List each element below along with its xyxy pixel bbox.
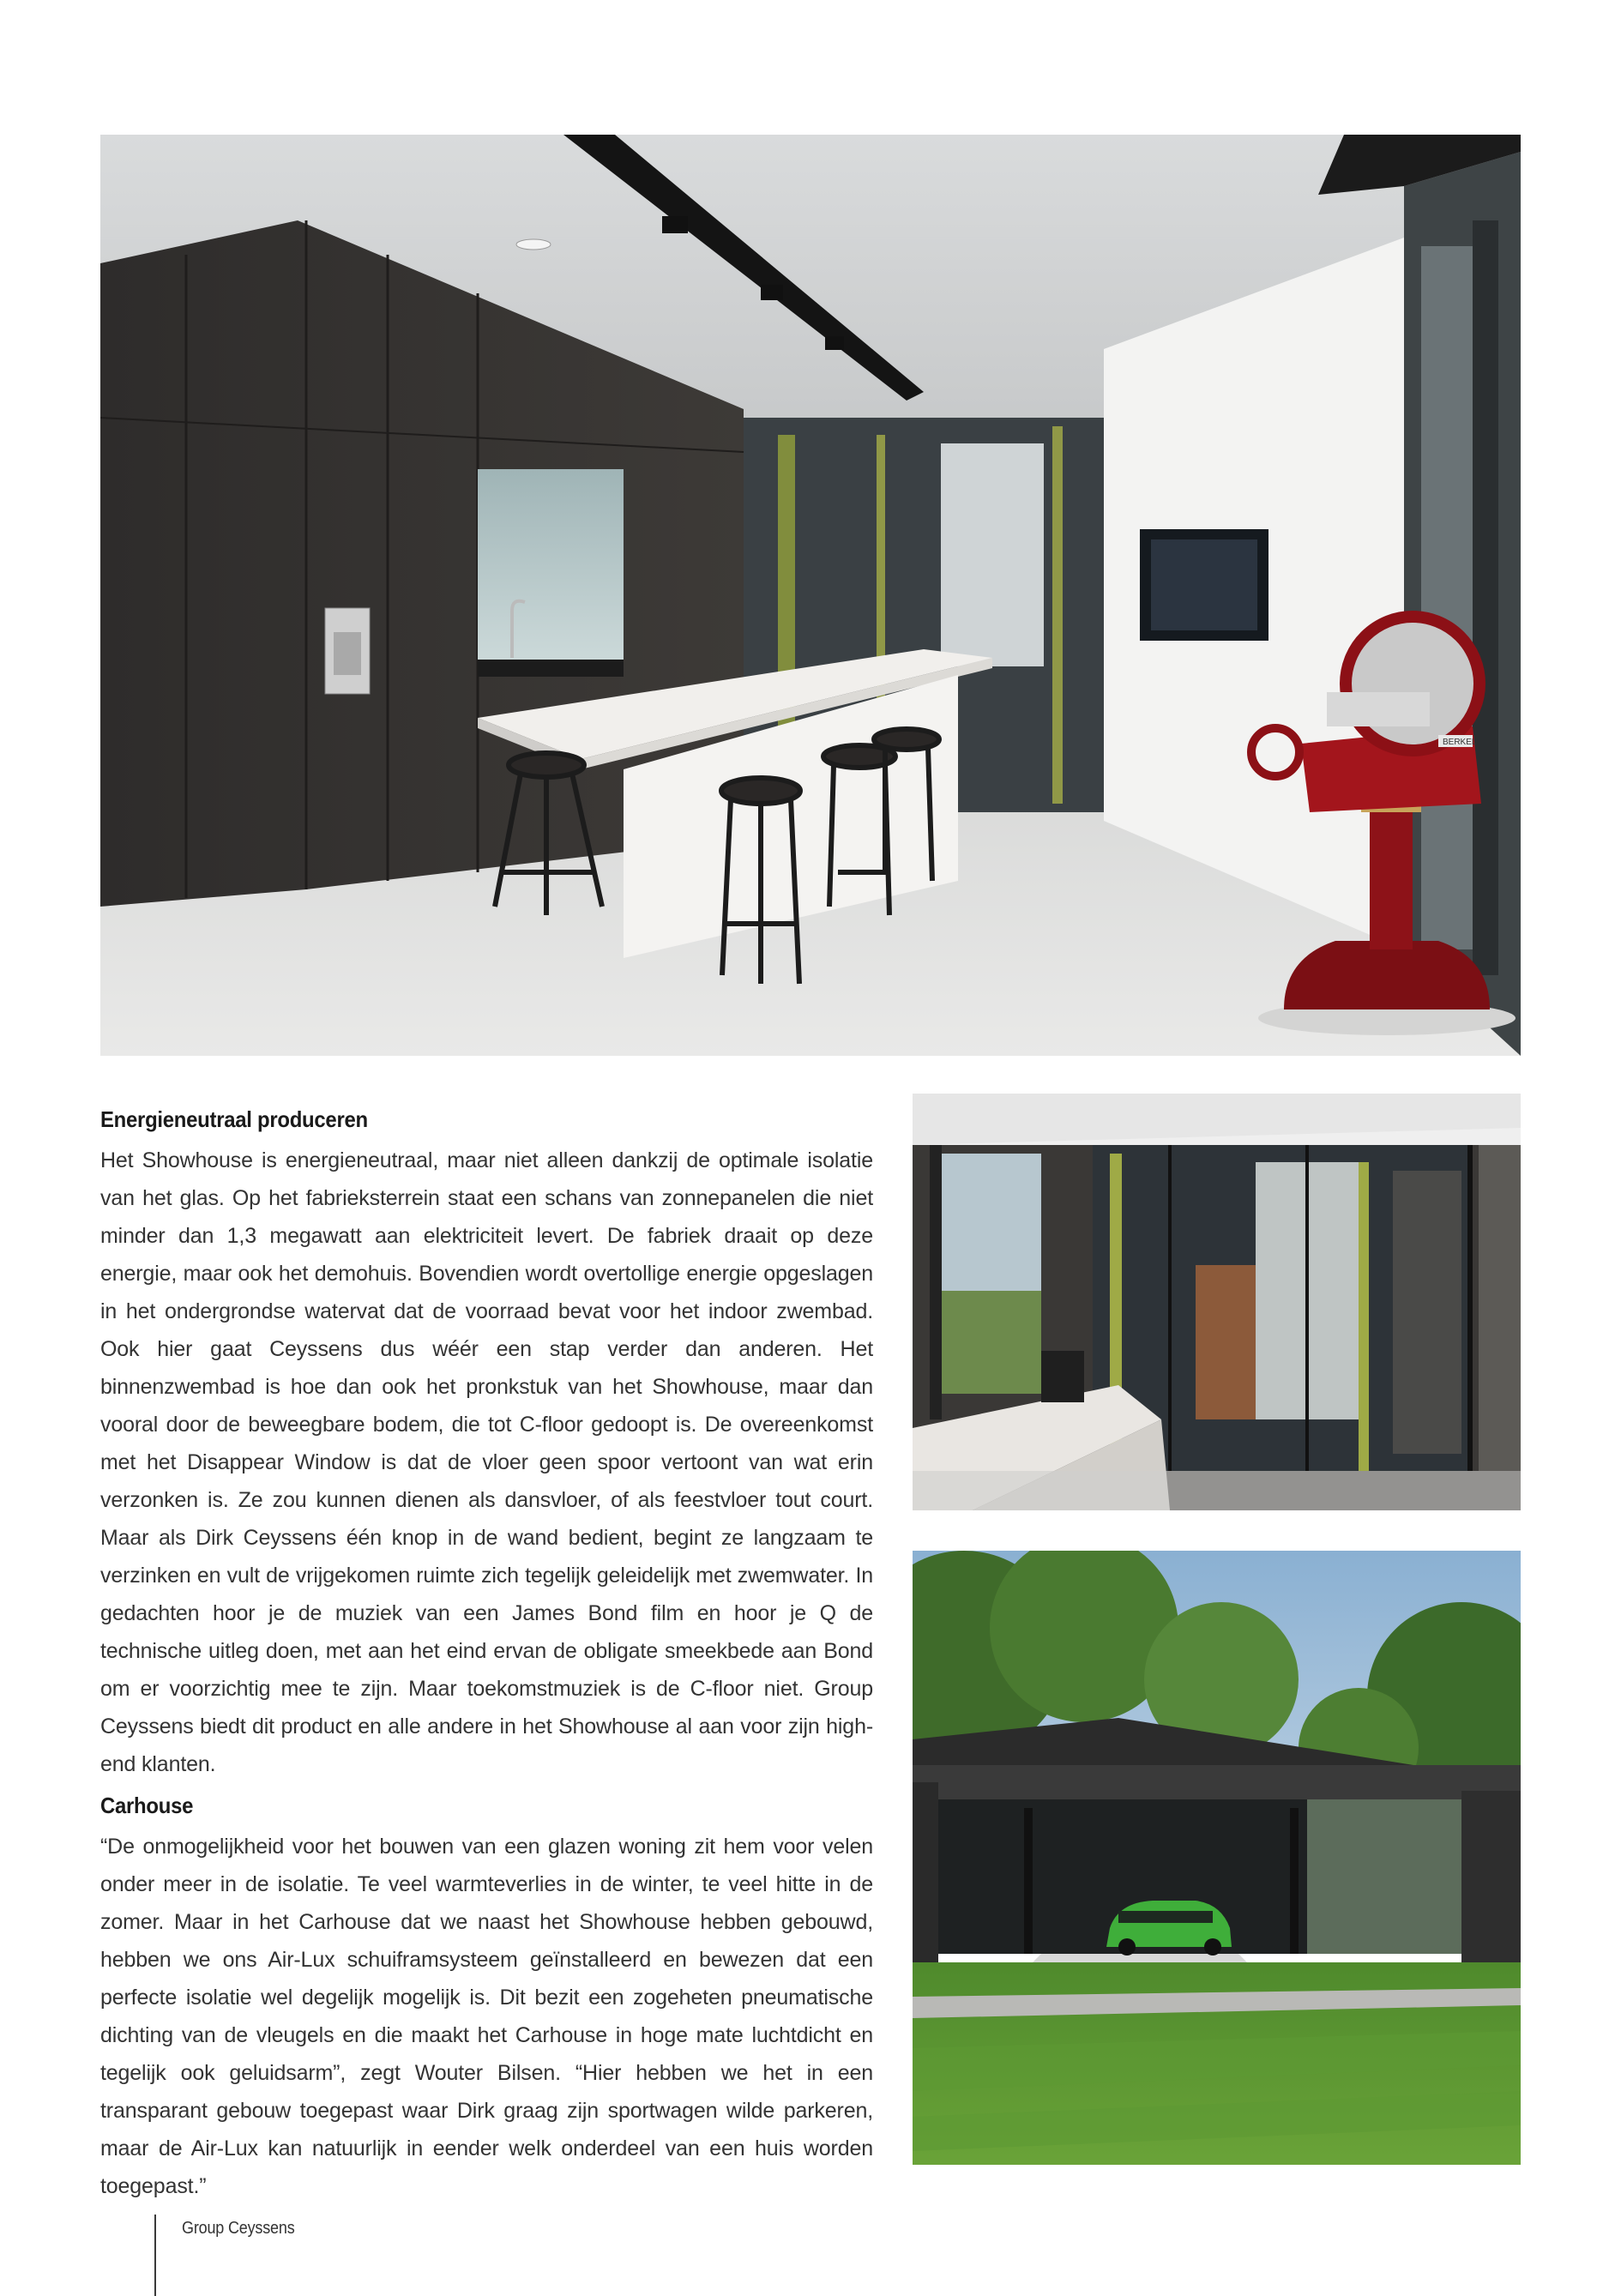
section-heading: Energieneutraal produceren — [100, 1106, 368, 1132]
wine-cellar-illustration — [913, 1094, 1521, 1510]
kitchen-photo — [100, 135, 1521, 1056]
section-body: “De onmogelijkheid voor het bouwen van een glazen woning zit hem voor velen onder meer in de isolatie. Te veel warmteverlies in de winter, te veel hitte in de zomer. Maar in het Carhouse dat we naast het Showhouse hebben gebouwd, hebben we ons Air-Lux schuiframsysteem geïnstalleerd en bewezen dat een perfecte isolatie wel degelijk mogelijk is. Dit bezit een zogeheten pneumatische dichting van de vleugels en die maakt het Carhouse in hoge mate luchtdicht en tegelijk ook geluidsarm”, zegt Wouter Bilsen. “Hier hebben we het in een transparant gebouw toegepast waar Dirk graag zijn sportwagen wilde parkeren, maar de Air-Lux kan natuurlijk in eender welk onderdeel van een huis worden toegepast.” — [100, 1835, 873, 2198]
wine-cellar-photo — [913, 1094, 1521, 1510]
carhouse-illustration — [913, 1551, 1521, 2165]
carhouse-photo — [913, 1551, 1521, 2165]
section-energy — [100, 1106, 873, 1783]
slicer-brand-text: BERKEL — [1443, 738, 1477, 747]
section-heading: Carhouse — [100, 1793, 194, 1818]
section-carhouse — [100, 1793, 873, 2205]
section-body: Het Showhouse is energieneutraal, maar niet alleen dankzij de optimale isolatie van het glas. Op het fabrieksterrein staat een schans van zonnepanelen die niet minder dan 1,3 megawatt aan elektriciteit levert. De fabriek draait op deze energie, maar ook het demohuis. Bovendien wordt overtollige energie opgeslagen in het ondergrondse watervat dat de voorraad bevat voor het indoor zwembad. Ook hier gaat Ceyssens dus wéér een stap verder dan anderen. Het binnenzwembad is hoe dan ook het pronkstuk van het Showhouse, maar dan vooral door de beweegbare bodem, die tot C-floor gedoopt is. De overeenkomst met het Disappear Window is dat de vloer geen spoor vertoont van wat erin verzonken is. Ze zou kunnen dienen als dansvloer, of als feestvloer tout court. Maar als Dirk Ceyssens één knop in de wand bedient, begint ze langzaam te verzinken en vult de vrijgekomen ruimte zich tegelijk geleidelijk met zwemwater. In gedachten hoor je de muziek van een James Bond film en hoor je Q de technische uitleg doen, met aan het eind ervan de obligate smeekbede aan Bond om er voorzichtig mee te zijn. Maar toekomstmuziek is de C-floor niet. Group Ceyssens biedt dit product en alle andere in het Showhouse al aan voor zijn high-end klanten. — [100, 1148, 873, 1776]
kitchen-photo-illustration — [100, 135, 1521, 1056]
footer-rule — [154, 2215, 156, 2296]
footer-label: Group Ceyssens — [182, 2219, 295, 2238]
